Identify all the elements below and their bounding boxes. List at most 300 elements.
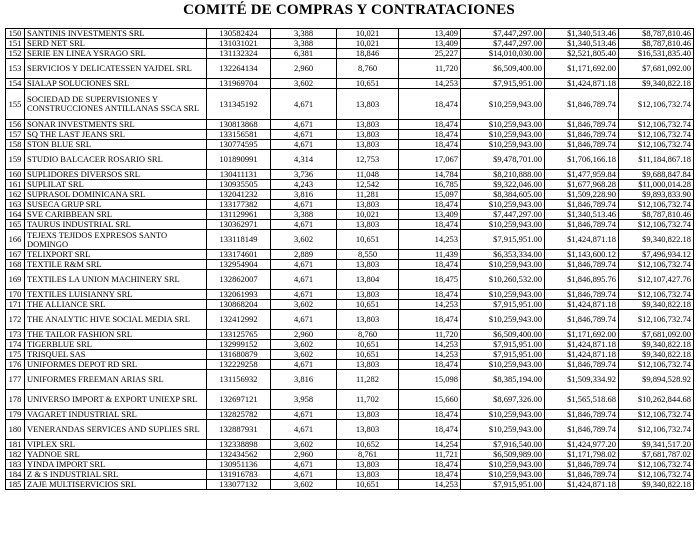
- total-amount-cell: $12,106,732.74: [619, 220, 694, 230]
- quantity-a-cell: 3,602: [271, 230, 337, 250]
- supplier-name-cell: SOCIEDAD DE SUPERVISIONES Y CONSTRUCCIONES ANTILLANAS SSCA SRL: [25, 89, 207, 120]
- quantity-b-cell: 8,550: [337, 250, 399, 260]
- row-number-cell: 175: [6, 350, 25, 360]
- total-quantity-cell: 18,474: [399, 460, 461, 470]
- quantity-a-cell: 4,671: [271, 130, 337, 140]
- total-quantity-cell: 14,253: [399, 230, 461, 250]
- table-row: [6, 340, 694, 350]
- table-row: [6, 270, 694, 290]
- subtotal-amount-cell: $7,915,951.00: [461, 340, 545, 350]
- quantity-b-cell: 13,803: [337, 460, 399, 470]
- total-amount-cell: $9,893,833.90: [619, 190, 694, 200]
- itbis-amount-cell: $1,846,789.74: [545, 130, 619, 140]
- rnc-cell: 132862007: [207, 270, 271, 290]
- supplier-name-cell: SQ THE LAST JEANS SRL: [25, 130, 207, 140]
- total-amount-cell: $9,340,822.18: [619, 340, 694, 350]
- row-number-cell: 179: [6, 410, 25, 420]
- row-number-cell: 172: [6, 310, 25, 330]
- quantity-b-cell: 13,804: [337, 270, 399, 290]
- total-amount-cell: $11,184,867.18: [619, 150, 694, 170]
- subtotal-amount-cell: $8,384,605.00: [461, 190, 545, 200]
- subtotal-amount-cell: $10,259,943.00: [461, 420, 545, 440]
- supplier-name-cell: TEXTILES LA UNION MACHINERY SRL: [25, 270, 207, 290]
- supplier-name-cell: TAURUS INDUSTRIAL SRL: [25, 220, 207, 230]
- total-amount-cell: $12,107,427.76: [619, 270, 694, 290]
- total-amount-cell: $7,496,934.12: [619, 250, 694, 260]
- total-amount-cell: $7,681,092.00: [619, 59, 694, 79]
- total-quantity-cell: 11,721: [399, 450, 461, 460]
- subtotal-amount-cell: $6,353,334.00: [461, 250, 545, 260]
- total-quantity-cell: 15,660: [399, 390, 461, 410]
- row-number-cell: 159: [6, 150, 25, 170]
- total-quantity-cell: 14,254: [399, 440, 461, 450]
- total-quantity-cell: 18,474: [399, 420, 461, 440]
- quantity-a-cell: 4,671: [271, 290, 337, 300]
- subtotal-amount-cell: $10,259,943.00: [461, 310, 545, 330]
- rnc-cell: 101890991: [207, 150, 271, 170]
- total-quantity-cell: 17,067: [399, 150, 461, 170]
- rnc-cell: 132999152: [207, 340, 271, 350]
- quantity-a-cell: 3,388: [271, 210, 337, 220]
- itbis-amount-cell: $1,340,513.46: [545, 29, 619, 39]
- itbis-amount-cell: $1,509,228.90: [545, 190, 619, 200]
- quantity-a-cell: 4,671: [271, 310, 337, 330]
- supplier-name-cell: YADNOE SRL: [25, 450, 207, 460]
- rnc-cell: 130813868: [207, 120, 271, 130]
- subtotal-amount-cell: $10,259,943.00: [461, 220, 545, 230]
- total-quantity-cell: 16,785: [399, 180, 461, 190]
- subtotal-amount-cell: $10,259,943.00: [461, 200, 545, 210]
- rnc-cell: 131156932: [207, 370, 271, 390]
- total-quantity-cell: 11,439: [399, 250, 461, 260]
- quantity-a-cell: 4,671: [271, 260, 337, 270]
- row-number-cell: 154: [6, 79, 25, 89]
- supplier-name-cell: SUSECA GRUP SRL: [25, 200, 207, 210]
- rnc-cell: 130774595: [207, 140, 271, 150]
- rnc-cell: 132061993: [207, 290, 271, 300]
- total-quantity-cell: 14,253: [399, 350, 461, 360]
- total-amount-cell: $12,106,732.74: [619, 290, 694, 300]
- subtotal-amount-cell: $9,478,701.00: [461, 150, 545, 170]
- subtotal-amount-cell: $6,509,400.00: [461, 59, 545, 79]
- total-quantity-cell: 18,474: [399, 470, 461, 480]
- quantity-a-cell: 4,671: [271, 460, 337, 470]
- total-quantity-cell: 18,474: [399, 130, 461, 140]
- supplier-name-cell: UNIFORMES FREEMAN ARIAS SRL: [25, 370, 207, 390]
- total-amount-cell: $12,106,732.74: [619, 120, 694, 130]
- row-number-cell: 152: [6, 49, 25, 59]
- total-amount-cell: $12,106,732.74: [619, 310, 694, 330]
- supplier-name-cell: SVE CARIBBEAN SRL: [25, 210, 207, 220]
- quantity-a-cell: 4,671: [271, 200, 337, 210]
- itbis-amount-cell: $1,424,871.18: [545, 230, 619, 250]
- quantity-a-cell: 2,889: [271, 250, 337, 260]
- quantity-b-cell: 11,281: [337, 190, 399, 200]
- rnc-cell: 132954904: [207, 260, 271, 270]
- itbis-amount-cell: $1,846,789.74: [545, 420, 619, 440]
- row-number-cell: 174: [6, 340, 25, 350]
- table-row: [6, 200, 694, 210]
- table-row: [6, 230, 694, 250]
- supplier-name-cell: SIALAP SOLUCIONES SRL: [25, 79, 207, 89]
- quantity-a-cell: 4,243: [271, 180, 337, 190]
- table-row: [6, 190, 694, 200]
- itbis-amount-cell: $1,509,334.92: [545, 370, 619, 390]
- subtotal-amount-cell: $7,915,951.00: [461, 480, 545, 490]
- total-quantity-cell: 13,409: [399, 29, 461, 39]
- subtotal-amount-cell: $7,915,951.00: [461, 230, 545, 250]
- rnc-cell: 131345192: [207, 89, 271, 120]
- rnc-cell: 132697121: [207, 390, 271, 410]
- total-amount-cell: $11,000,014.28: [619, 180, 694, 190]
- subtotal-amount-cell: $9,322,046.00: [461, 180, 545, 190]
- total-amount-cell: $7,681,787.02: [619, 450, 694, 460]
- rnc-cell: 130582424: [207, 29, 271, 39]
- total-quantity-cell: 13,409: [399, 210, 461, 220]
- subtotal-amount-cell: $10,259,943.00: [461, 290, 545, 300]
- itbis-amount-cell: $1,846,789.74: [545, 200, 619, 210]
- supplier-name-cell: THE ALLIANCE SRL: [25, 300, 207, 310]
- table-row: [6, 89, 694, 120]
- supplier-name-cell: STUDIO BALCACER ROSARIO SRL: [25, 150, 207, 170]
- table-row: [6, 150, 694, 170]
- table-row: [6, 39, 694, 49]
- total-amount-cell: $8,787,810.46: [619, 29, 694, 39]
- supplier-name-cell: THE ANALYTIC HIVE SOCIAL MEDIA SRL: [25, 310, 207, 330]
- itbis-amount-cell: $1,846,789.74: [545, 410, 619, 420]
- rnc-cell: 130935505: [207, 180, 271, 190]
- row-number-cell: 178: [6, 390, 25, 410]
- supplier-name-cell: ZAJE MULTISERVICIOS SRL: [25, 480, 207, 490]
- rnc-cell: 131031021: [207, 39, 271, 49]
- quantity-a-cell: 4,671: [271, 410, 337, 420]
- table-row: [6, 480, 694, 490]
- row-number-cell: 183: [6, 460, 25, 470]
- itbis-amount-cell: $1,846,789.74: [545, 460, 619, 470]
- quantity-b-cell: 13,803: [337, 410, 399, 420]
- total-quantity-cell: 25,227: [399, 49, 461, 59]
- supplier-name-cell: Z & S INDUSTRIAL SRL: [25, 470, 207, 480]
- itbis-amount-cell: $1,340,513.46: [545, 39, 619, 49]
- itbis-amount-cell: $1,846,789.74: [545, 470, 619, 480]
- itbis-amount-cell: $1,677,968.28: [545, 180, 619, 190]
- row-number-cell: 155: [6, 89, 25, 120]
- rnc-cell: 133174601: [207, 250, 271, 260]
- table-row: [6, 350, 694, 360]
- total-amount-cell: $9,340,822.18: [619, 230, 694, 250]
- total-amount-cell: $16,531,835.40: [619, 49, 694, 59]
- itbis-amount-cell: $1,171,798.02: [545, 450, 619, 460]
- subtotal-amount-cell: $6,509,989.00: [461, 450, 545, 460]
- total-quantity-cell: 14,784: [399, 170, 461, 180]
- total-quantity-cell: 14,253: [399, 480, 461, 490]
- itbis-amount-cell: $1,846,789.74: [545, 290, 619, 300]
- subtotal-amount-cell: $7,916,540.00: [461, 440, 545, 450]
- rnc-cell: 132887931: [207, 420, 271, 440]
- total-amount-cell: $8,787,810.46: [619, 39, 694, 49]
- table-row: [6, 220, 694, 230]
- total-quantity-cell: 18,474: [399, 120, 461, 130]
- total-amount-cell: $12,106,732.74: [619, 260, 694, 270]
- subtotal-amount-cell: $7,447,297.00: [461, 39, 545, 49]
- subtotal-amount-cell: $14,010,030.00: [461, 49, 545, 59]
- total-quantity-cell: 18,474: [399, 410, 461, 420]
- row-number-cell: 168: [6, 260, 25, 270]
- subtotal-amount-cell: $6,509,400.00: [461, 330, 545, 340]
- page-title: COMITÉ DE COMPRAS Y CONTRATACIONES: [183, 2, 515, 18]
- total-quantity-cell: 18,474: [399, 140, 461, 150]
- itbis-amount-cell: $1,565,518.68: [545, 390, 619, 410]
- subtotal-amount-cell: $8,697,326.00: [461, 390, 545, 410]
- row-number-cell: 180: [6, 420, 25, 440]
- row-number-cell: 185: [6, 480, 25, 490]
- table-row: [6, 460, 694, 470]
- itbis-amount-cell: $1,846,789.74: [545, 140, 619, 150]
- quantity-b-cell: 13,803: [337, 260, 399, 270]
- total-quantity-cell: 18,474: [399, 310, 461, 330]
- total-amount-cell: $12,106,732.74: [619, 410, 694, 420]
- total-quantity-cell: 15,098: [399, 370, 461, 390]
- itbis-amount-cell: $1,424,871.18: [545, 79, 619, 89]
- total-amount-cell: $12,106,732.74: [619, 89, 694, 120]
- table-row: [6, 250, 694, 260]
- quantity-a-cell: 2,960: [271, 450, 337, 460]
- rnc-cell: 130951136: [207, 460, 271, 470]
- quantity-a-cell: 3,388: [271, 39, 337, 49]
- rnc-cell: 131132324: [207, 49, 271, 59]
- row-number-cell: 157: [6, 130, 25, 140]
- rnc-cell: 131129961: [207, 210, 271, 220]
- quantity-a-cell: 3,602: [271, 340, 337, 350]
- itbis-amount-cell: $1,846,789.74: [545, 260, 619, 270]
- total-amount-cell: $9,894,528.92: [619, 370, 694, 390]
- total-quantity-cell: 18,474: [399, 360, 461, 370]
- suppliers-table: [5, 28, 694, 490]
- itbis-amount-cell: $1,143,600.12: [545, 250, 619, 260]
- quantity-a-cell: 4,314: [271, 150, 337, 170]
- supplier-name-cell: SERVICIOS Y DELICATESSEN YAJDEL SRL: [25, 59, 207, 79]
- table-row: [6, 410, 694, 420]
- row-number-cell: 158: [6, 140, 25, 150]
- row-number-cell: 184: [6, 470, 25, 480]
- row-number-cell: 177: [6, 370, 25, 390]
- quantity-a-cell: 3,816: [271, 190, 337, 200]
- rnc-cell: 133077132: [207, 480, 271, 490]
- quantity-b-cell: 13,803: [337, 290, 399, 300]
- total-quantity-cell: 11,720: [399, 330, 461, 340]
- subtotal-amount-cell: $10,259,943.00: [461, 89, 545, 120]
- total-quantity-cell: 18,475: [399, 270, 461, 290]
- supplier-name-cell: SUPLIDORES DIVERSOS SRL: [25, 170, 207, 180]
- rnc-cell: 132041232: [207, 190, 271, 200]
- rnc-cell: 132229258: [207, 360, 271, 370]
- supplier-name-cell: SERD NET SRL: [25, 39, 207, 49]
- rnc-cell: 130411131: [207, 170, 271, 180]
- itbis-amount-cell: $1,340,513.46: [545, 210, 619, 220]
- quantity-a-cell: 3,602: [271, 440, 337, 450]
- subtotal-amount-cell: $10,259,943.00: [461, 120, 545, 130]
- quantity-b-cell: 10,651: [337, 300, 399, 310]
- total-amount-cell: $9,341,517.20: [619, 440, 694, 450]
- quantity-b-cell: 10,651: [337, 230, 399, 250]
- quantity-a-cell: 3,816: [271, 370, 337, 390]
- subtotal-amount-cell: $10,259,943.00: [461, 260, 545, 270]
- row-number-cell: 176: [6, 360, 25, 370]
- quantity-a-cell: 6,381: [271, 49, 337, 59]
- quantity-b-cell: 12,542: [337, 180, 399, 190]
- quantity-b-cell: 10,021: [337, 210, 399, 220]
- total-quantity-cell: 15,097: [399, 190, 461, 200]
- supplier-name-cell: SONAR INVESTMENTS SRL: [25, 120, 207, 130]
- quantity-b-cell: 8,760: [337, 59, 399, 79]
- total-amount-cell: $12,106,732.74: [619, 140, 694, 150]
- subtotal-amount-cell: $7,447,297.00: [461, 29, 545, 39]
- total-amount-cell: $9,688,847.84: [619, 170, 694, 180]
- quantity-a-cell: 3,602: [271, 300, 337, 310]
- quantity-a-cell: 3,388: [271, 29, 337, 39]
- table-row: [6, 420, 694, 440]
- quantity-a-cell: 2,960: [271, 330, 337, 340]
- quantity-a-cell: 4,671: [271, 89, 337, 120]
- quantity-b-cell: 11,282: [337, 370, 399, 390]
- itbis-amount-cell: $1,477,959.84: [545, 170, 619, 180]
- quantity-b-cell: 12,753: [337, 150, 399, 170]
- total-amount-cell: $8,787,810.46: [619, 210, 694, 220]
- rnc-cell: 132264134: [207, 59, 271, 79]
- total-amount-cell: $12,106,732.74: [619, 460, 694, 470]
- quantity-a-cell: 4,671: [271, 120, 337, 130]
- supplier-name-cell: SUPLILAT SRL: [25, 180, 207, 190]
- itbis-amount-cell: $1,171,692.00: [545, 330, 619, 340]
- supplier-name-cell: UNIFORMES DEPOT RD SRL: [25, 360, 207, 370]
- rnc-cell: 133118149: [207, 230, 271, 250]
- subtotal-amount-cell: $10,259,943.00: [461, 410, 545, 420]
- row-number-cell: 160: [6, 170, 25, 180]
- supplier-name-cell: VENERANDAS SERVICES AND SUPLIES SRL: [25, 420, 207, 440]
- table-row: [6, 450, 694, 460]
- quantity-b-cell: 13,803: [337, 220, 399, 230]
- row-number-cell: 150: [6, 29, 25, 39]
- subtotal-amount-cell: $8,385,194.00: [461, 370, 545, 390]
- total-amount-cell: $12,106,732.74: [619, 130, 694, 140]
- total-amount-cell: $12,106,732.74: [619, 360, 694, 370]
- itbis-amount-cell: $1,846,789.74: [545, 120, 619, 130]
- rnc-cell: 133177382: [207, 200, 271, 210]
- supplier-name-cell: TELIXPORT SRL: [25, 250, 207, 260]
- supplier-name-cell: TEXTILES LUISIANNY SRL: [25, 290, 207, 300]
- row-number-cell: 181: [6, 440, 25, 450]
- table-row: [6, 130, 694, 140]
- table-row: [6, 370, 694, 390]
- table-row: [6, 140, 694, 150]
- itbis-amount-cell: $1,846,789.74: [545, 360, 619, 370]
- supplier-name-cell: YINDA IMPORT SRL: [25, 460, 207, 470]
- itbis-amount-cell: $1,846,789.74: [545, 220, 619, 230]
- row-number-cell: 151: [6, 39, 25, 49]
- total-amount-cell: $9,340,822.18: [619, 350, 694, 360]
- quantity-a-cell: 4,671: [271, 360, 337, 370]
- itbis-amount-cell: $1,424,871.18: [545, 340, 619, 350]
- quantity-a-cell: 4,671: [271, 140, 337, 150]
- table-row: [6, 310, 694, 330]
- quantity-b-cell: 10,652: [337, 440, 399, 450]
- row-number-cell: 161: [6, 180, 25, 190]
- itbis-amount-cell: $1,846,789.74: [545, 310, 619, 330]
- quantity-b-cell: 10,651: [337, 79, 399, 89]
- quantity-b-cell: 10,651: [337, 340, 399, 350]
- supplier-name-cell: UNIVERSO IMPORT & EXPORT UNIEXP SRL: [25, 390, 207, 410]
- quantity-b-cell: 13,803: [337, 200, 399, 210]
- quantity-b-cell: 13,803: [337, 360, 399, 370]
- rnc-cell: 132825782: [207, 410, 271, 420]
- subtotal-amount-cell: $10,260,532.00: [461, 270, 545, 290]
- quantity-b-cell: 13,803: [337, 130, 399, 140]
- total-quantity-cell: 11,720: [399, 59, 461, 79]
- row-number-cell: 167: [6, 250, 25, 260]
- supplier-name-cell: STON BLUE SRL: [25, 140, 207, 150]
- row-number-cell: 153: [6, 59, 25, 79]
- row-number-cell: 166: [6, 230, 25, 250]
- table-row: [6, 59, 694, 79]
- total-amount-cell: $10,262,844.68: [619, 390, 694, 410]
- total-quantity-cell: 14,253: [399, 79, 461, 89]
- total-amount-cell: $12,106,732.74: [619, 420, 694, 440]
- total-quantity-cell: 18,474: [399, 290, 461, 300]
- quantity-b-cell: 11,702: [337, 390, 399, 410]
- quantity-b-cell: 13,803: [337, 310, 399, 330]
- quantity-a-cell: 3,958: [271, 390, 337, 410]
- quantity-b-cell: 10,021: [337, 39, 399, 49]
- quantity-b-cell: 13,803: [337, 120, 399, 130]
- table-row: [6, 390, 694, 410]
- row-number-cell: 173: [6, 330, 25, 340]
- subtotal-amount-cell: $7,447,297.00: [461, 210, 545, 220]
- quantity-a-cell: 4,671: [271, 220, 337, 230]
- quantity-b-cell: 10,021: [337, 29, 399, 39]
- table-row: [6, 79, 694, 89]
- row-number-cell: 182: [6, 450, 25, 460]
- supplier-name-cell: SANTINIS INVESTMENTS SRL: [25, 29, 207, 39]
- total-quantity-cell: 13,409: [399, 39, 461, 49]
- itbis-amount-cell: $1,846,789.74: [545, 89, 619, 120]
- row-number-cell: 156: [6, 120, 25, 130]
- table-row: [6, 29, 694, 39]
- table-row: [6, 120, 694, 130]
- itbis-amount-cell: $1,846,895.76: [545, 270, 619, 290]
- table-row: [6, 180, 694, 190]
- supplier-name-cell: TEJEXS TEJIDOS EXPRESOS SANTO DOMINGO: [25, 230, 207, 250]
- quantity-b-cell: 13,803: [337, 140, 399, 150]
- subtotal-amount-cell: $10,259,943.00: [461, 470, 545, 480]
- supplier-name-cell: SUPRASOL DOMINICANA SRL: [25, 190, 207, 200]
- subtotal-amount-cell: $10,259,943.00: [461, 130, 545, 140]
- rnc-cell: 132338898: [207, 440, 271, 450]
- supplier-name-cell: VIPLEX SRL: [25, 440, 207, 450]
- subtotal-amount-cell: $10,259,943.00: [461, 360, 545, 370]
- supplier-name-cell: SERIE EN LINEA YSRAGO SRL: [25, 49, 207, 59]
- supplier-name-cell: TRISQUEL SAS: [25, 350, 207, 360]
- rnc-cell: 131916783: [207, 470, 271, 480]
- total-quantity-cell: 14,253: [399, 300, 461, 310]
- total-quantity-cell: 18,474: [399, 260, 461, 270]
- table-row: [6, 440, 694, 450]
- total-amount-cell: $12,106,732.74: [619, 470, 694, 480]
- rnc-cell: 133125765: [207, 330, 271, 340]
- subtotal-amount-cell: $7,915,951.00: [461, 300, 545, 310]
- total-quantity-cell: 18,474: [399, 89, 461, 120]
- quantity-a-cell: 4,671: [271, 420, 337, 440]
- total-quantity-cell: 18,474: [399, 220, 461, 230]
